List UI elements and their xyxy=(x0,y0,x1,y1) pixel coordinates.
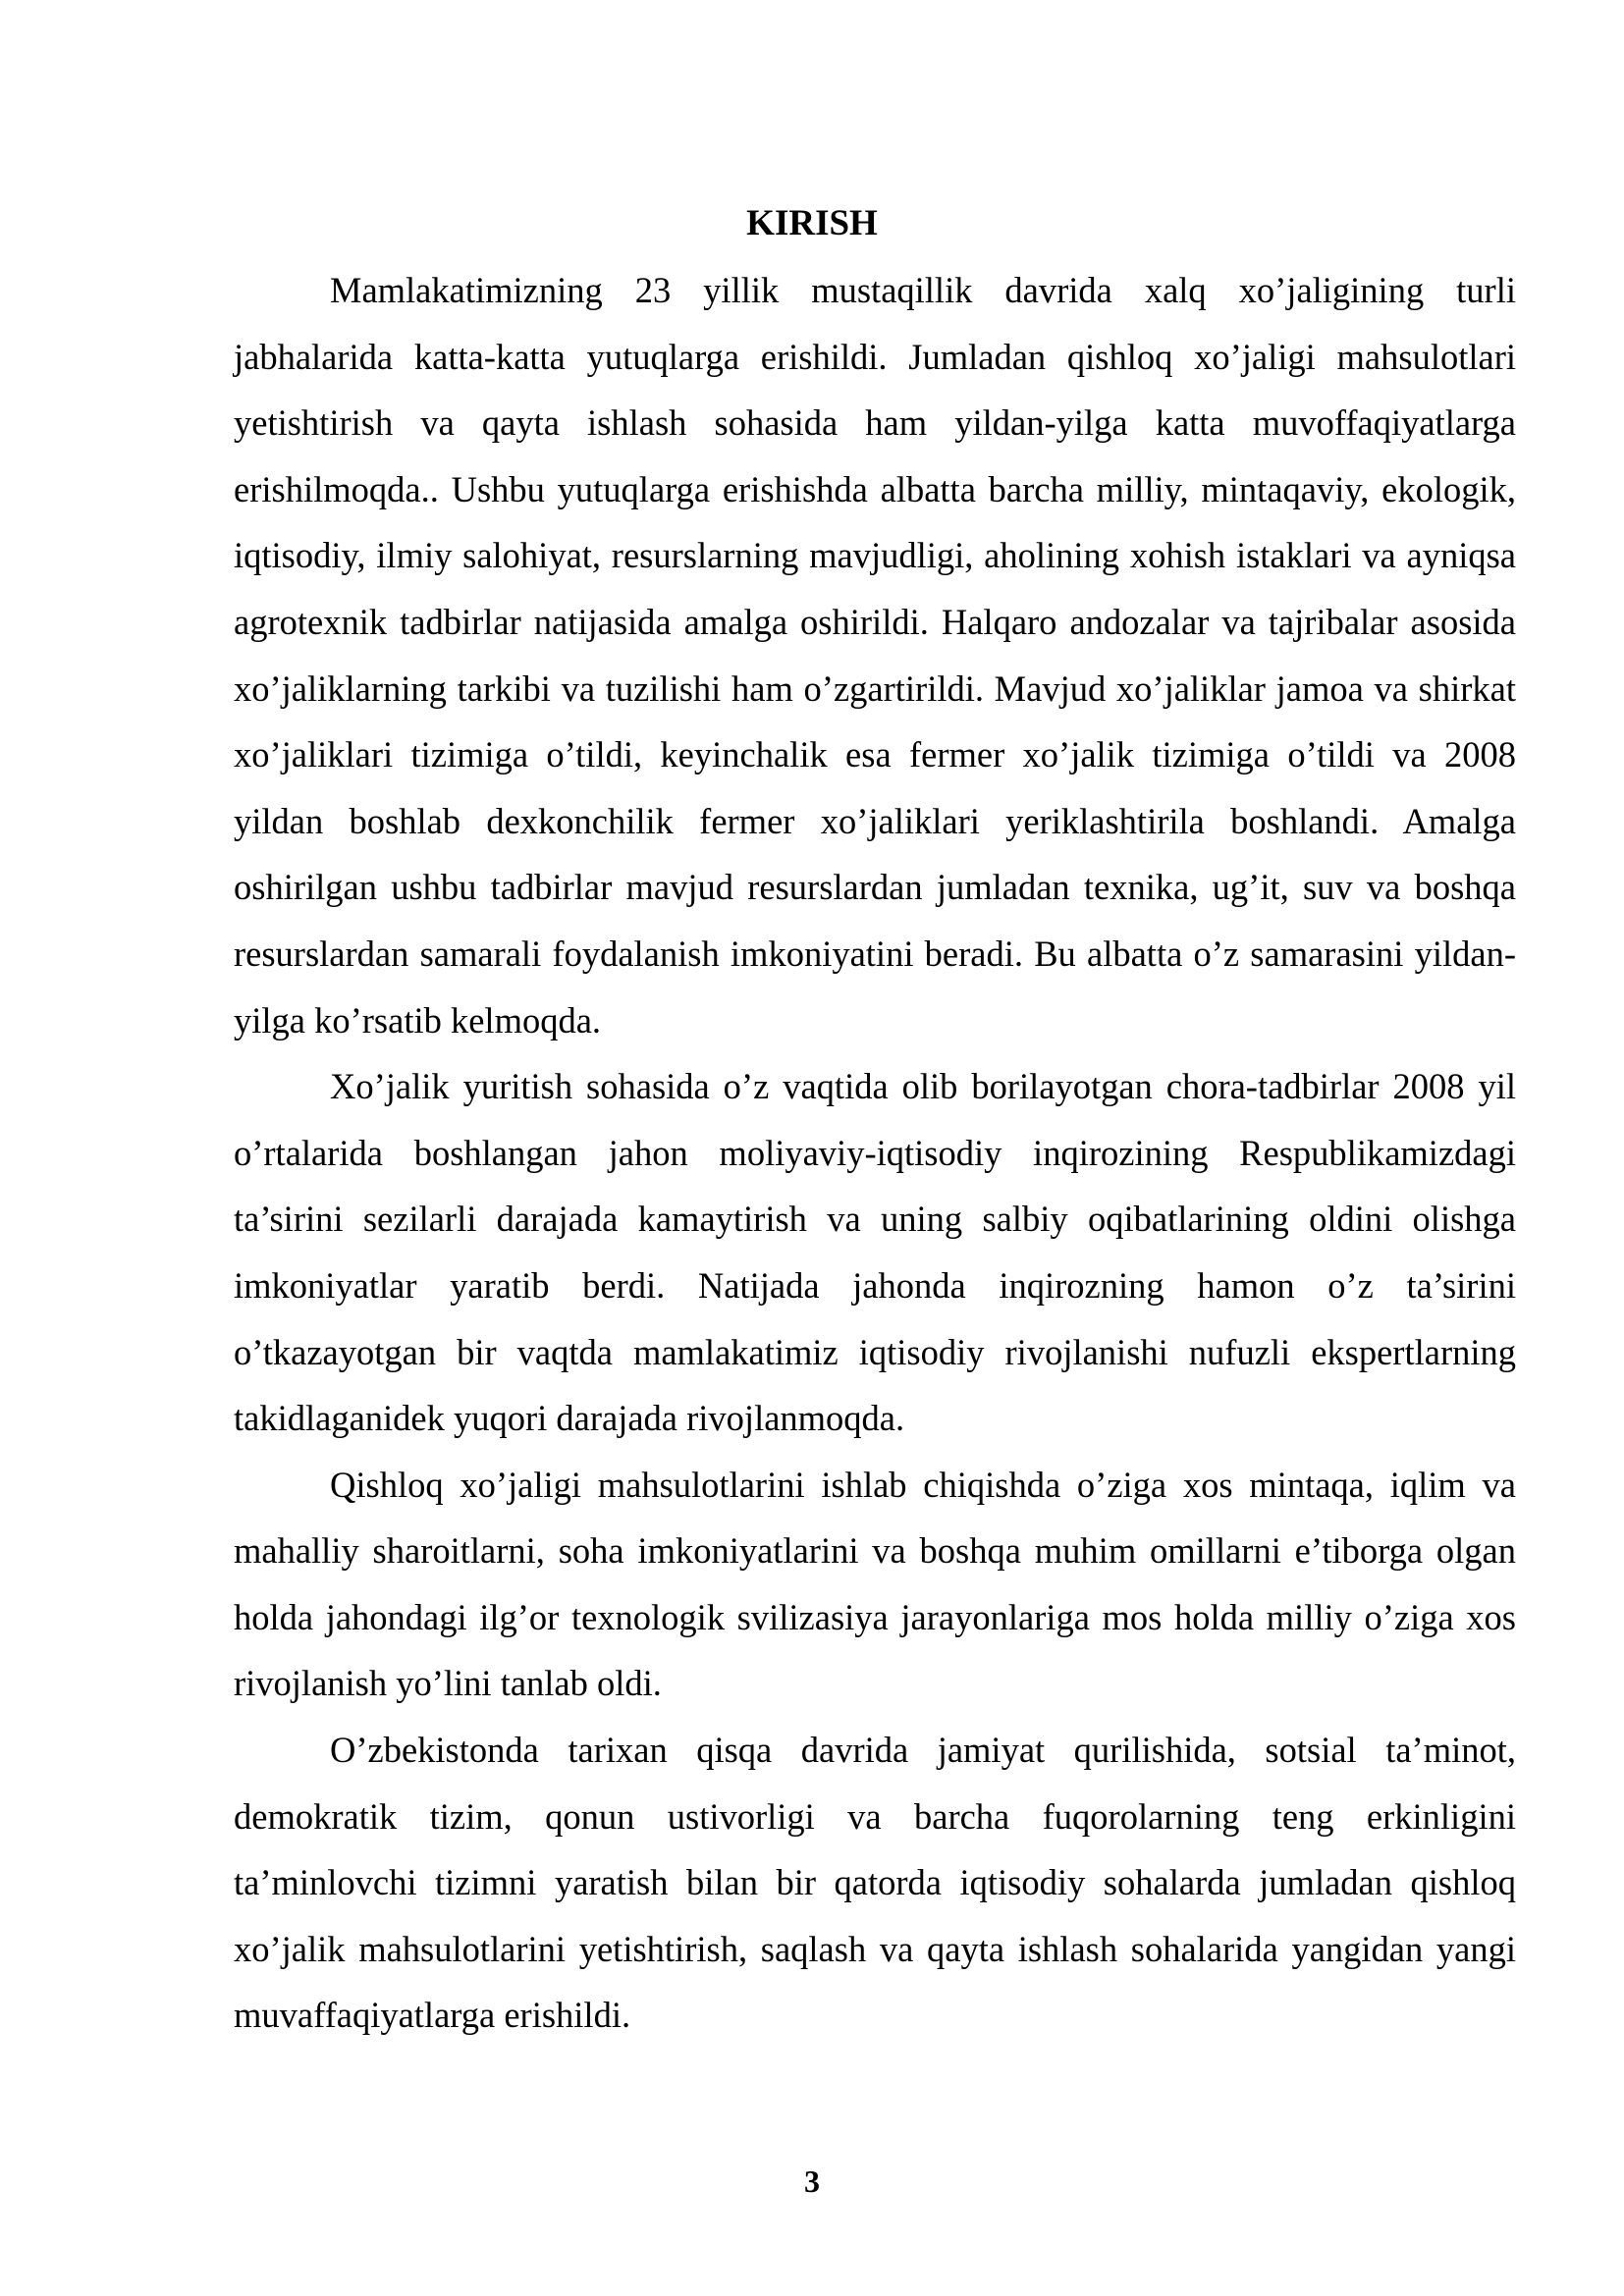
paragraph-2: Xo’jalik yuritish sohasida o’z vaqtida olib borilayotgan chora-tadbirlar 2008 yil o’rtalarida boshlangan jahon moliyaviy-iqtisodiy inqirozining Respublikamizdagi ta’sirini sezilarli darajada kamaytirish va uning salbiy oqibatlarining oldini olishga imkoniyatlar yaratib berdi. Natijada jahonda inqirozning hamon o’z ta’sirini o’tkazayotgan bir vaqtda mamlakatimiz iqtisodiy rivojlanishi nufuzli ekspertlarning takidlaganidek yuqori darajada rivojlanmoqda. xyxy=(234,1066,1516,1439)
paragraph-1: Mamlakatimizning 23 yillik mustaqillik davrida xalq xo’jaligining turli jabhalarida katta-katta yutuqlarga erishildi. Jumladan qishloq xo’jaligi mahsulotlari yetishtirish va qayta ishlash sohasida ham yildan-yilga katta muvoffaqiyatlarga erishilmoqda.. Ushbu yutuqlarga erishishda albatta barcha milliy, mintaqaviy, ekologik, iqtisodiy, ilmiy salohiyat, resurslarning mavjudligi, aholining xohish istaklari va ayniqsa agrotexnik tadbirlar natijasida amalga oshirildi. Halqaro andozalar va tajribalar asosida xo’jaliklarning tarkibi va tuzilishi ham o’zgartirildi. Mavjud xo’jaliklar jamoa va shirkat xo’jaliklari tizimiga o’tildi, keyinchalik esa fermer xo’jalik tizimiga o’tildi va 2008 yildan boshlab dexkonchilik fermer xo’jaliklari yeriklashtirila boshlandi. Amalga oshirilgan ushbu tadbirlar mavjud resurslardan jumladan texnika, ug’it, suv va boshqa resurslardan samarali foydalanish imkoniyatini beradi. Bu albatta o’z samarasini yildan-yilga ko’rsatib kelmoqda. xyxy=(234,270,1516,1041)
body-text xyxy=(234,257,1516,2049)
paragraph-4: O’zbekistonda tarixan qisqa davrida jamiyat qurilishida, sotsial ta’minot, demokratik tizim, qonun ustivorligi va barcha fuqorolarning teng erkinligini ta’minlovchi tizimni yaratish bilan bir qatorda iqtisodiy sohalarda jumladan qishloq xo’jalik mahsulotlarini yetishtirish, saqlash va qayta ishlash sohalarida yangidan yangi muvaffaqiyatlarga erishildi. xyxy=(234,1730,1516,2036)
page-number: 3 xyxy=(804,2163,820,2199)
paragraph-3: Qishloq xo’jaligi mahsulotlarini ishlab chiqishda o’ziga xos mintaqa, iqlim va mahalliy sharoitlarni, soha imkoniyatlarini va boshqa muhim omillarni e’tiborga olgan holda jahondagi ilg’or texnologik svilizasiya jarayonlariga mos holda milliy o’ziga xos rivojlanish yo’lini tanlab oldi. xyxy=(234,1464,1516,1704)
page-title: KIRISH xyxy=(746,203,878,243)
